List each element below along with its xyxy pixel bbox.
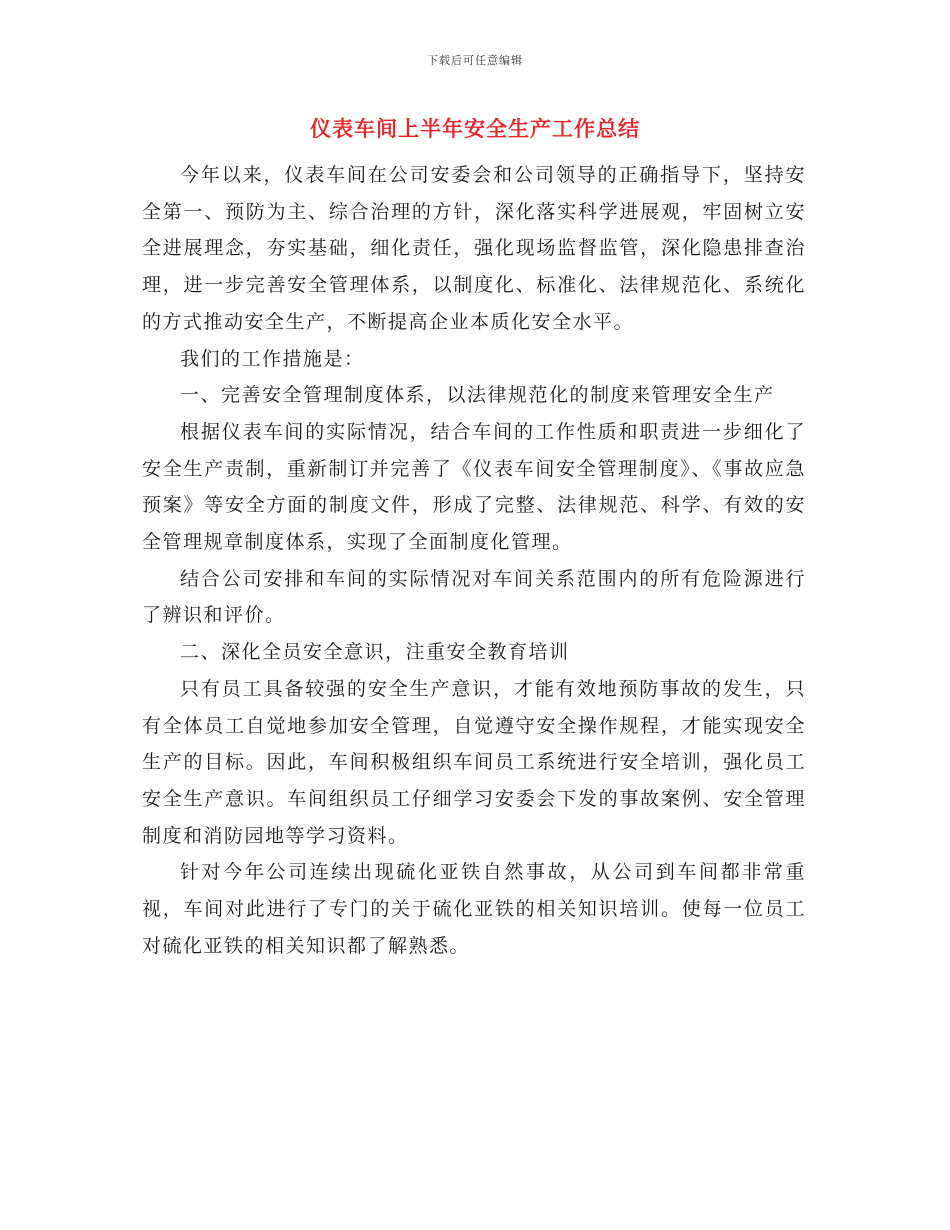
section-heading-2: 二、深化全员安全意识，注重安全教育培训 <box>180 641 570 664</box>
header-note: 下载后可任意编辑 <box>427 54 523 67</box>
section-heading-1: 一、完善安全管理制度体系，以法律规范化的制度来管理安全生产 <box>180 384 775 407</box>
document-title: 仪表车间上半年安全生产工作总结 <box>310 116 640 141</box>
paragraph-training: 只有员工具备较强的安全生产意识，才能有效地预防事故的发生，只有全体员工自觉地参加安全管理，自觉遵守安全操作规程，才能实现安全生产的目标。因此，车间积极组织车间员工系统进行安全培训，强化员工安全生产意识。车间组织员工仔细学习安委会下发的事故案例、安全管理制度和消防园地等学习资料。 <box>142 677 806 847</box>
paragraph-hazard: 结合公司安排和车间的实际情况对车间关系范围内的所有危险源进行了辨识和评价。 <box>142 567 806 627</box>
paragraph-measures-lead: 我们的工作措施是： <box>180 347 365 370</box>
document-body <box>142 157 806 964</box>
paragraph-iron-sulfide: 针对今年公司连续出现硫化亚铁自然事故，从公司到车间都非常重视，车间对此进行了专门的关于硫化亚铁的相关知识培训。使每一位员工对硫化亚铁的相关知识都了解熟悉。 <box>142 861 806 957</box>
paragraph-intro: 今年以来，仪表车间在公司安委会和公司领导的正确指导下，坚持安全第一、预防为主、综合治理的方针，深化落实科学进展观，牢固树立安全进展理念，夯实基础，细化责任，强化现场监督监管，深化隐患排查治理，进一步完善安全管理体系，以制度化、标准化、法律规范化、系统化的方式推动安全生产，不断提高企业本质化安全水平。 <box>142 164 806 333</box>
paragraph-system: 根据仪表车间的实际情况，结合车间的工作性质和职责进一步细化了安全生产责制，重新制订并完善了《仪表车间安全管理制度》、《事故应急预案》等安全方面的制度文件，形成了完整、法律规范、科学、有效的安全管理规章制度体系，实现了全面制度化管理。 <box>142 420 806 554</box>
